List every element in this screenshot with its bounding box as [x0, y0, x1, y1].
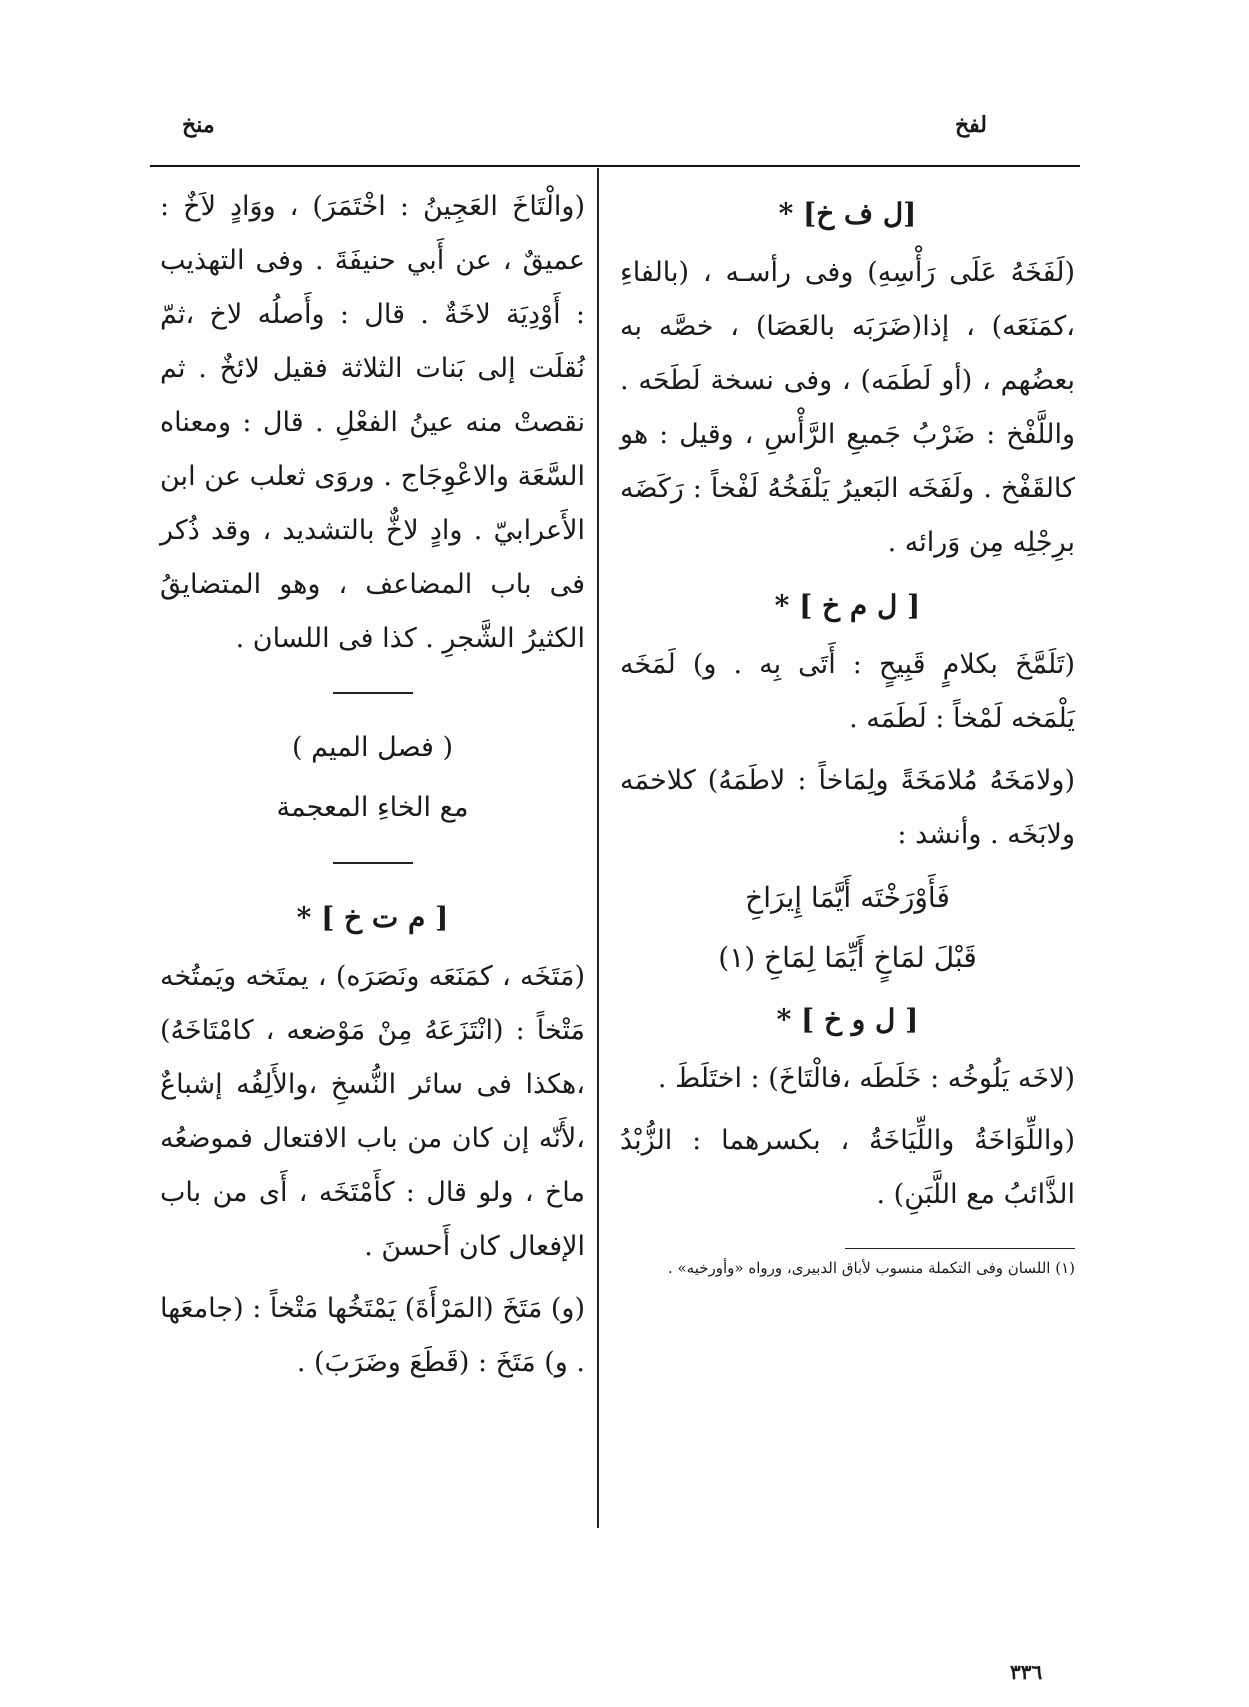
section-title: ( فصل الميم )	[291, 732, 454, 763]
header-rule	[150, 165, 1080, 167]
entry-heading-lmkh: [ ل م خ ] *	[774, 589, 921, 622]
right-column	[620, 180, 1075, 1281]
entry-text-lwkh-continued: (والْتَاخَ العَجِينُ : اخْتَمَرَ) ، ووَادٍ لاَخٌ : عميقٌ ، عن أَبي حنيفَةَ . وفى التهذيب : أَوْدِيَة لاخَةٌ . قال : وأَصلُه لاخ ،ثمّ نُقلَت إلى بَنات الثلاثة فقيل لائخٌ . ثم نقصتْ منه عينُ الفعْلِ . قال : ومعناه السَّعَة والاعْوِجَاج . وروَى ثعلب عن ابن الأَعرابيّ . وادٍ لاخٌّ بالتشديد ، وقد ذُكر فى باب المضاعف ، وهو المتضايقُ الكثيرُ الشَّجرِ . كذا فى اللسان .	[160, 191, 585, 654]
running-header-left: منخ	[182, 112, 215, 138]
entry-heading-lwkh: [ ل و خ ] *	[776, 1003, 919, 1036]
entry-text-lfkh: (لَفَخَهُ عَلَى رَأْسِهِ) وفى رأسـه ، (بالفاءِ ،كمَنَعَه) ، إذا(ضَرَبَه بالعَصَا) ، خصَّه به بعضُهم ، (أو لَطَمَه) ، وفى نسخة لَطَحَه . واللَّفْخ : ضَرْبُ جَميعِ الرَّأْسِ ، وقيل : هو كالقَفْخ . ولَفَخَه البَعيرُ يَلْفَخُهُ لَفْخاً : رَكَضَه برِجْلِه مِن وَرائه .	[620, 257, 1075, 558]
separator-rule-top	[333, 692, 413, 694]
poem-line-2: قَبْلَ لمَاخٍ أَيِّمَا لِمَاخِ (١)	[718, 941, 977, 974]
entry-text-mtkh-2: (و) مَتَخَ (المَرْأَةَ) يَمْتَخُها مَتْخاً : (جامعَها . و) مَتَخَ : (قَطَعَ وضَرَبَ) .	[160, 1293, 585, 1378]
entry-heading-mtkh: [ م ت خ ] *	[296, 901, 449, 934]
column-divider	[597, 168, 599, 1528]
entry-text-lmkh-1: (تَلَمَّخَ بكلامٍ قَبِيحٍ : أَتَى بِه . و) لَمَخَه يَلْمَخه لَمْخاً : لَطَمَه .	[620, 649, 1075, 734]
footnote-rule	[845, 1248, 1075, 1249]
entry-text-lmkh-2: (ولامَخَهُ مُلامَخَةً ولِمَاخاً : لاطَمَهُ) كلاخمَه ولابَخَه . وأنشد :	[620, 765, 1075, 850]
left-column	[160, 180, 585, 1398]
running-header-right: لفخ	[954, 112, 987, 138]
separator-rule-bottom	[333, 862, 413, 864]
footnote: (١) اللسان وفى التكملة منسوب لأباق الدبيرى، ورواه «وأورخيه» .	[667, 1259, 1075, 1277]
entry-text-lwkh-1: (لاخَه يَلُوخُه : خَلَطَه ،فالْتَاخَ) : اختَلَطَ .	[657, 1063, 1075, 1094]
page-number: ٣٣٦	[1010, 1660, 1043, 1684]
poem-line-1: فَأَوْرَخْتَه أَيَّمَا إِيرَاخِ	[745, 881, 950, 914]
entry-text-lwkh-2: (واللِّوَاخَةُ واللِّيَاخَةُ ، بكسرهما : الزُّبْدُ الذَّائبُ مع اللَّبَنِ) .	[620, 1125, 1075, 1210]
section-subtitle: مع الخاءِ المعجمة	[276, 792, 469, 823]
entry-text-mtkh-1: (مَتَخَه ، كمَنَعَه ونَصَرَه) ، يمتَخه ويَمتُخه مَتْخاً : (انْتَزَعَهُ مِنْ مَوْضعه ، كامْتَاخَهُ) ،هكذا فى سائر النُّسخِ ،والأَلِفُه إشباعٌ ،لأَنّه إن كان من باب الافتعال فموضعُه ماخ ، ولو قال : كأَمْتَخَه ، أَى من باب الإفعال كان أَحسنَ .	[160, 961, 585, 1262]
entry-heading-lfkh: [ل ف خ] *	[778, 197, 917, 230]
